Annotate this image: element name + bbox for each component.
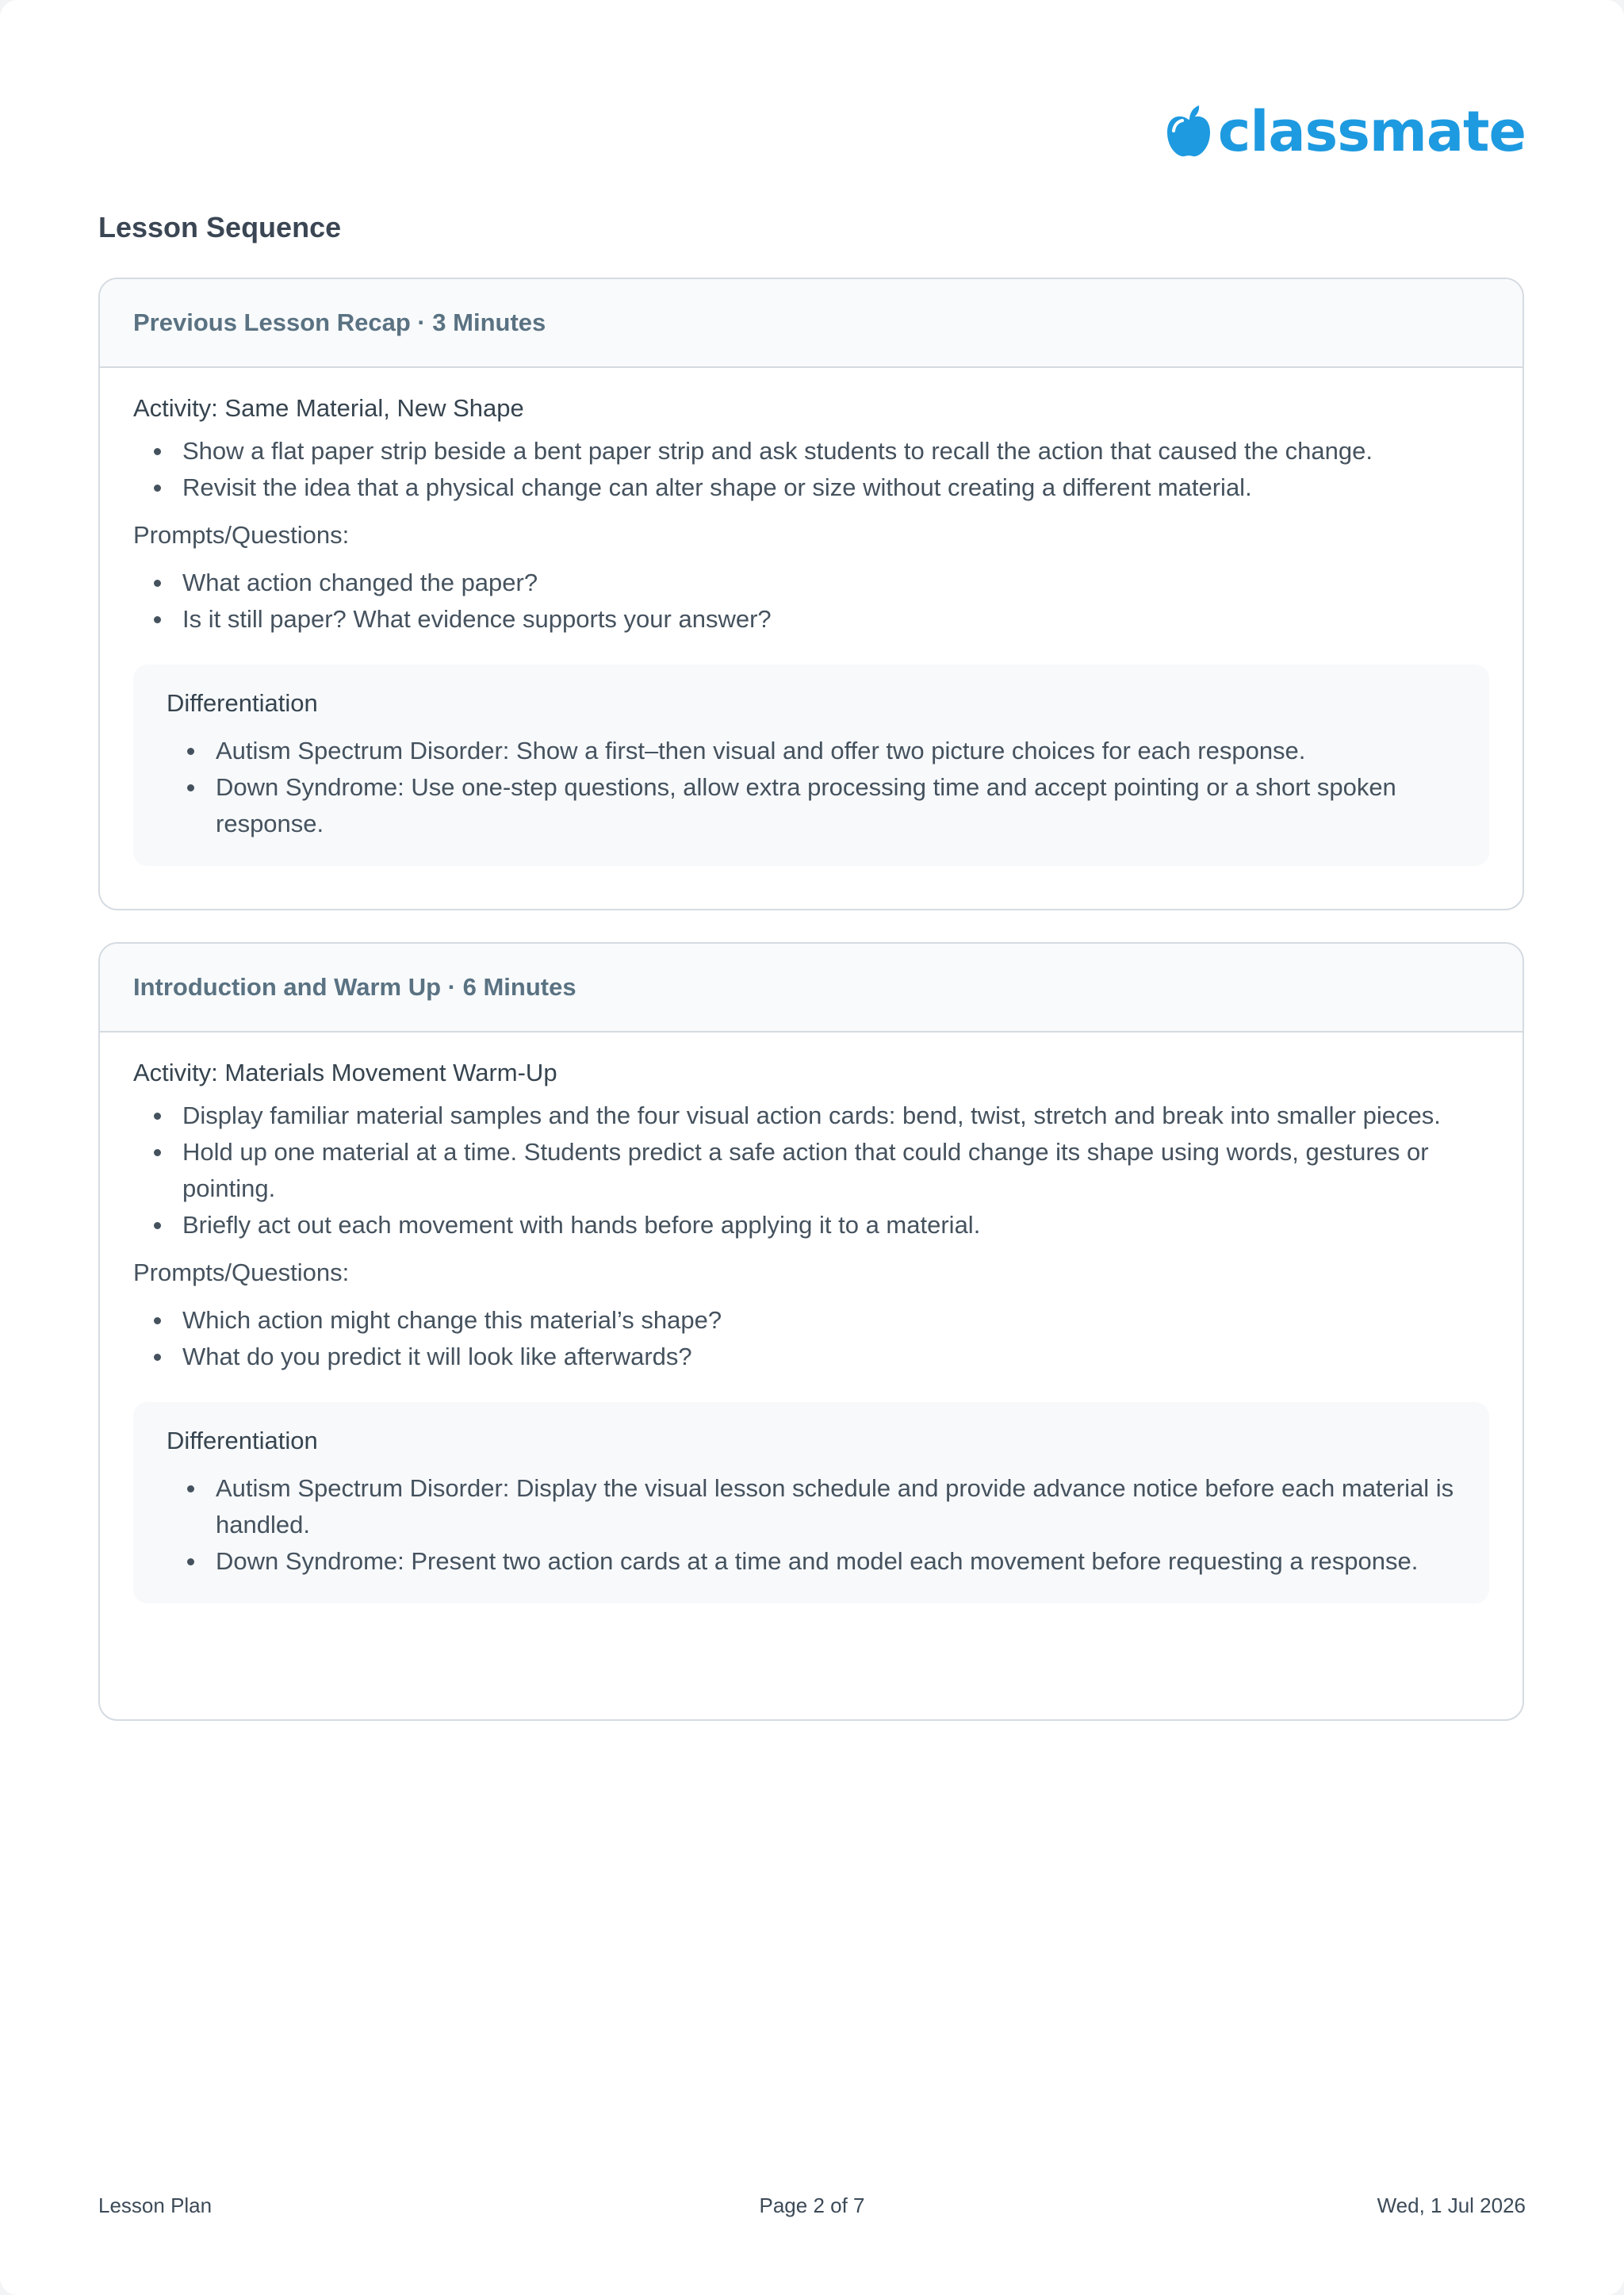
list-item: Down Syndrome: Present two action cards at a time and model each movement before requesting a response. (167, 1543, 1456, 1580)
classmate-logo (1166, 100, 1526, 163)
list-item: Autism Spectrum Disorder: Show a first–then visual and offer two picture choices for each response. (167, 733, 1456, 769)
list-item: Revisit the idea that a physical change can alter shape or size without creating a different material. (133, 469, 1489, 506)
lesson-card-previous-recap (98, 278, 1524, 910)
differentiation-title: Differentiation (167, 689, 318, 717)
lesson-card-introduction (98, 942, 1524, 1721)
prompts-list (133, 565, 1489, 638)
differentiation-list (167, 1470, 1456, 1580)
list-item: Briefly act out each movement with hands before applying it to a material. (133, 1207, 1489, 1243)
list-item: Autism Spectrum Disorder: Display the visual lesson schedule and provide advance notice before each material is handled. (167, 1470, 1456, 1543)
list-item: Hold up one material at a time. Students predict a safe action that could change its shape using words, gestures or pointing. (133, 1134, 1489, 1207)
list-item: What do you predict it will look like afterwards? (133, 1339, 1489, 1375)
activity-title: Activity: Materials Movement Warm-Up (133, 1059, 557, 1086)
card-header: Previous Lesson Recap · 3 Minutes (100, 279, 1522, 368)
list-item: What action changed the paper? (133, 565, 1489, 601)
list-item: Is it still paper? What evidence supports your answer? (133, 601, 1489, 638)
list-item: Which action might change this material’s shape? (133, 1302, 1489, 1339)
activity-list (133, 433, 1489, 506)
differentiation-list (167, 733, 1456, 842)
section-title: Lesson Sequence (98, 211, 342, 243)
apple-icon (1166, 104, 1212, 159)
list-item: Show a flat paper strip beside a bent paper strip and ask students to recall the action that caused the change. (133, 433, 1489, 469)
list-item: Display familiar material samples and the four visual action cards: bend, twist, stretch and break into smaller pieces. (133, 1098, 1489, 1134)
logo-wordmark: classmate (1217, 99, 1526, 164)
activity-title: Activity: Same Material, New Shape (133, 394, 524, 422)
prompts-list (133, 1302, 1489, 1375)
footer-page-number: Page 2 of 7 (759, 2193, 865, 2217)
footer-doc-type: Lesson Plan (98, 2193, 213, 2217)
prompts-label: Prompts/Questions: (133, 1259, 350, 1286)
card-header: Introduction and Warm Up · 6 Minutes (100, 944, 1522, 1033)
list-item: Down Syndrome: Use one-step questions, allow extra processing time and accept pointing or a short spoken response. (167, 769, 1456, 842)
card-body (100, 368, 1522, 866)
prompts-label: Prompts/Questions: (133, 521, 350, 549)
differentiation-title: Differentiation (167, 1427, 318, 1454)
activity-list (133, 1098, 1489, 1243)
differentiation-box (133, 665, 1489, 866)
differentiation-box (133, 1402, 1489, 1603)
footer-date: Wed, 1 Jul 2026 (1377, 2193, 1526, 2217)
card-body (100, 1033, 1522, 1603)
